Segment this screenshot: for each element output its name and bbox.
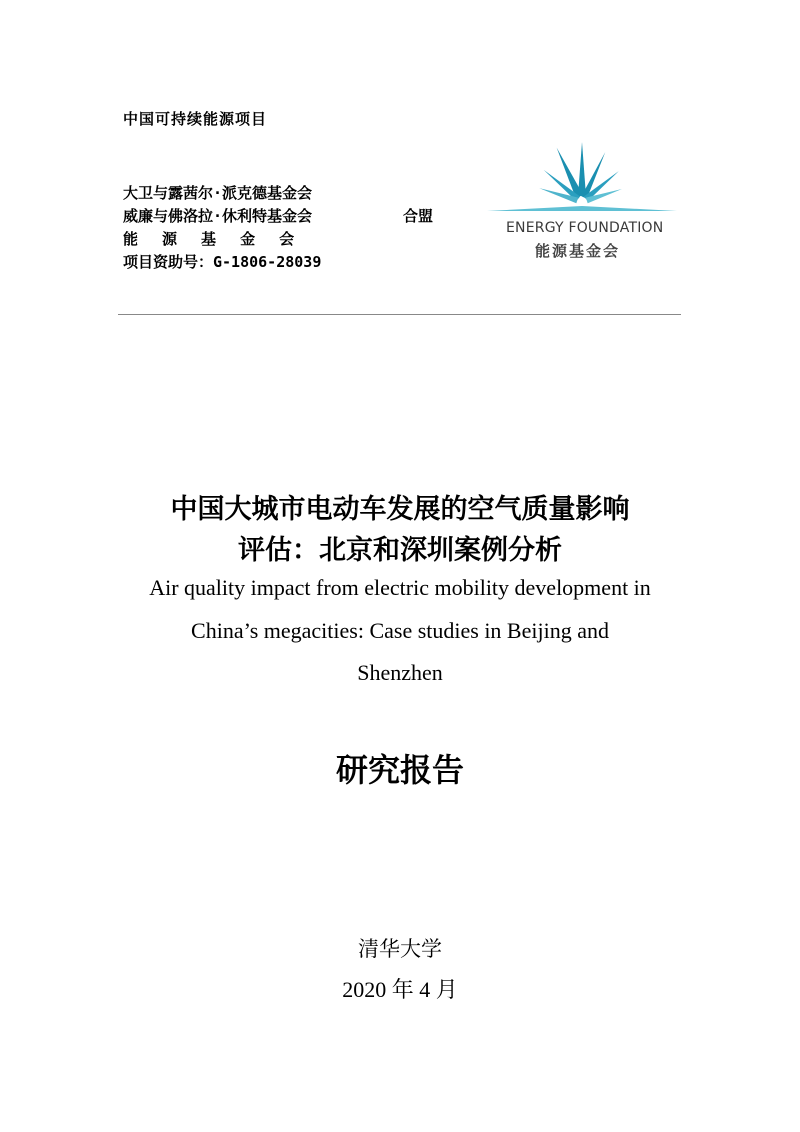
funder-list bbox=[123, 182, 321, 274]
program-header bbox=[123, 108, 267, 129]
report-type: 研究报告 bbox=[335, 751, 464, 789]
publication-date: 2020 年 4 月 bbox=[342, 977, 458, 1002]
title-en-line1: Air quality impact from electric mobility development in bbox=[149, 575, 651, 600]
funder-energy-foundation: 能 源 基 金 会 bbox=[123, 230, 295, 248]
funder-hewlett: 威廉与佛洛拉·休利特基金会 bbox=[123, 207, 313, 225]
title-en-line3: Shenzhen bbox=[357, 660, 443, 685]
title-cn-line2: 评估：北京和深圳案例分析 bbox=[238, 535, 562, 566]
alliance-label: 合盟 bbox=[403, 207, 434, 225]
header-divider bbox=[118, 314, 681, 315]
program-name: 中国可持续能源项目 bbox=[123, 110, 268, 128]
institution: 清华大学 bbox=[358, 937, 442, 961]
funder-packard: 大卫与露茜尔·派克德基金会 bbox=[123, 184, 313, 202]
logo-text-cn: 能源基金会 bbox=[535, 242, 621, 260]
logo-text-en: ENERGY FOUNDATION bbox=[506, 220, 664, 236]
title-en-line2: China’s megacities: Case studies in Beijing and bbox=[191, 618, 609, 643]
grant-number: 项目资助号：G-1806-28039 bbox=[123, 253, 322, 271]
title-cn-line1: 中国大城市电动车发展的空气质量影响 bbox=[170, 494, 630, 525]
